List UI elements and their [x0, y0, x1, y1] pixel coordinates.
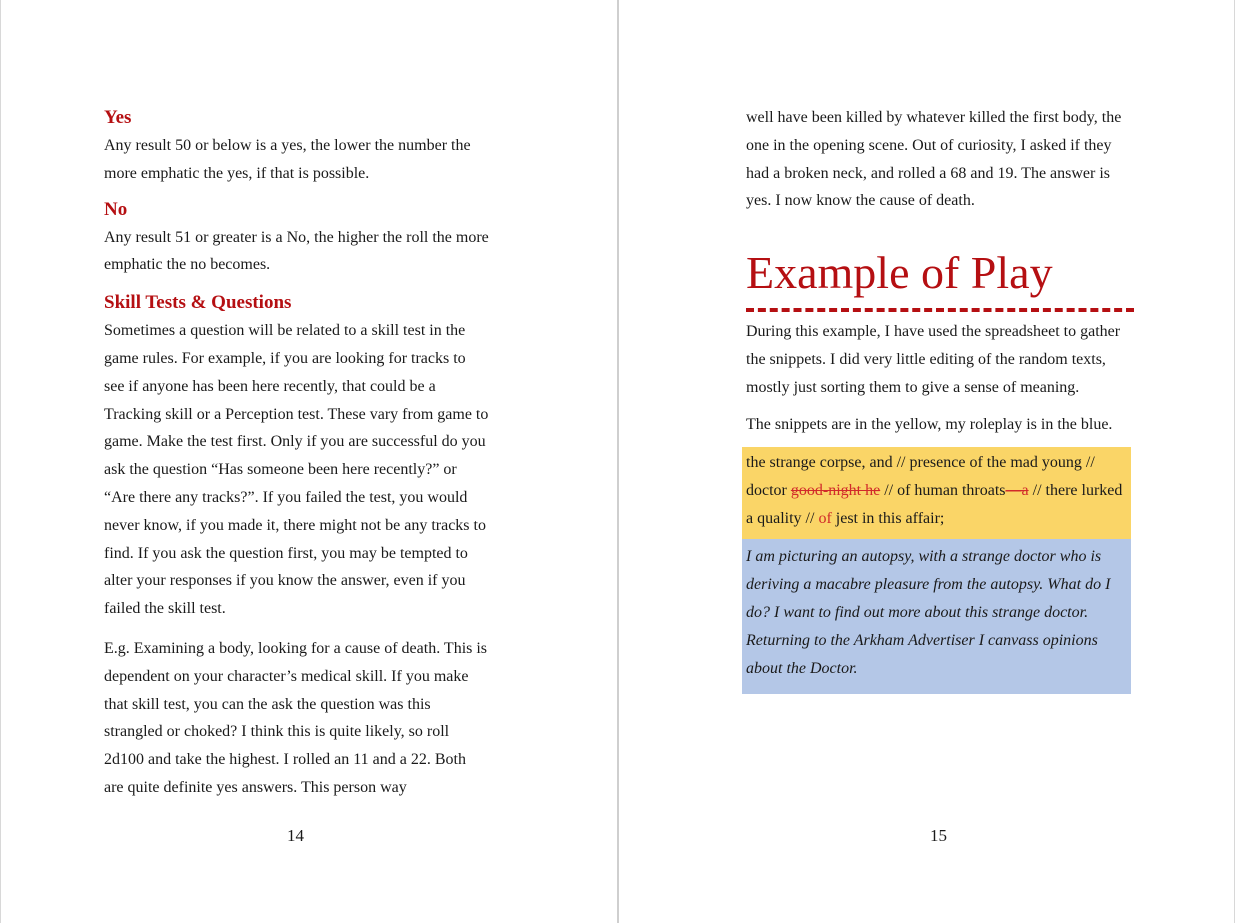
left-page — [0, 0, 617, 923]
highlighted-word: of — [818, 510, 832, 528]
snippet-part: // of human throats — [880, 482, 1006, 500]
snippet-text — [746, 449, 1127, 533]
roleplay-text: I am picturing an autopsy, with a strange doctor who is deriving a macabre pleasure from the autopsy. What do I do? I want to find out more about this strange doctor. Returning to the Arkham Advertiser I canvass opinions about the Doctor. — [746, 548, 1111, 677]
example-paragraph: E.g. Examining a body, looking for a cause of death. This is dependent on your character’s medical skill. If you make that skill test, you can the ask the question was this strangled or choked? I think this is quite likely, so roll 2d100 and take the highest. I rolled an 11 and a 22. Both are quite definite yes answers. This person way — [104, 639, 488, 796]
snippet-part: the strange corpse, and // presence of the mad young // doctor — [746, 454, 1095, 500]
page-number: 14 — [287, 826, 304, 845]
continued-paragraph: well have been killed by whatever killed the first body, the one in the opening scene. Out of curiosity, I asked if they had a broken neck, and rolled a 68 and 19. The answer is yes. I now know the cause of death. — [746, 109, 1122, 210]
yes-paragraph: Any result 50 or below is a yes, the lower the number the more emphatic the yes, if that is possible. — [104, 137, 471, 182]
snippet-part: // there lurked a quality // — [746, 482, 1123, 528]
no-paragraph: Any result 51 or greater is a No, the higher the roll the more emphatic the no becomes. — [104, 228, 489, 274]
roleplay-box — [742, 539, 1131, 694]
snippet-box — [742, 447, 1131, 539]
page-edge — [0, 0, 1, 923]
right-text-column — [746, 104, 1136, 694]
right-page — [619, 0, 1235, 923]
section-title: Example of Play — [746, 247, 1053, 299]
title-dashed-rule — [746, 308, 1134, 312]
struck-text: —a — [1005, 482, 1029, 500]
yes-heading: Yes — [104, 107, 132, 128]
intro-paragraph: During this example, I have used the spreadsheet to gather the snippets. I did very little editing of the random texts, mostly just sorting them to give a sense of meaning. — [746, 323, 1121, 396]
page-number: 15 — [930, 826, 947, 845]
left-text-column — [104, 104, 489, 802]
legend-paragraph: The snippets are in the yellow, my roleplay is in the blue. — [746, 415, 1113, 433]
skill-tests-heading: Skill Tests & Questions — [104, 292, 292, 314]
snippet-part: jest in this affair; — [831, 510, 945, 528]
no-heading: No — [104, 198, 128, 220]
skill-tests-paragraph: Sometimes a question will be related to a skill test in the game rules. For example, if you are looking for tracks to see if anyone has been here recently, that could be a Tracking skill or a Perception test. These vary from game to game. Make the test first. Only if you are successful do you ask the question “Has someone been here recently?” or “Are there any tracks?”. If you failed the test, you would never know, if you made it, there might not be any tracks to find. If you ask the question first, you may be tempted to alter your responses if you know the answer, even if you failed the skill test. — [104, 322, 489, 618]
struck-text: good-night he — [790, 482, 881, 500]
